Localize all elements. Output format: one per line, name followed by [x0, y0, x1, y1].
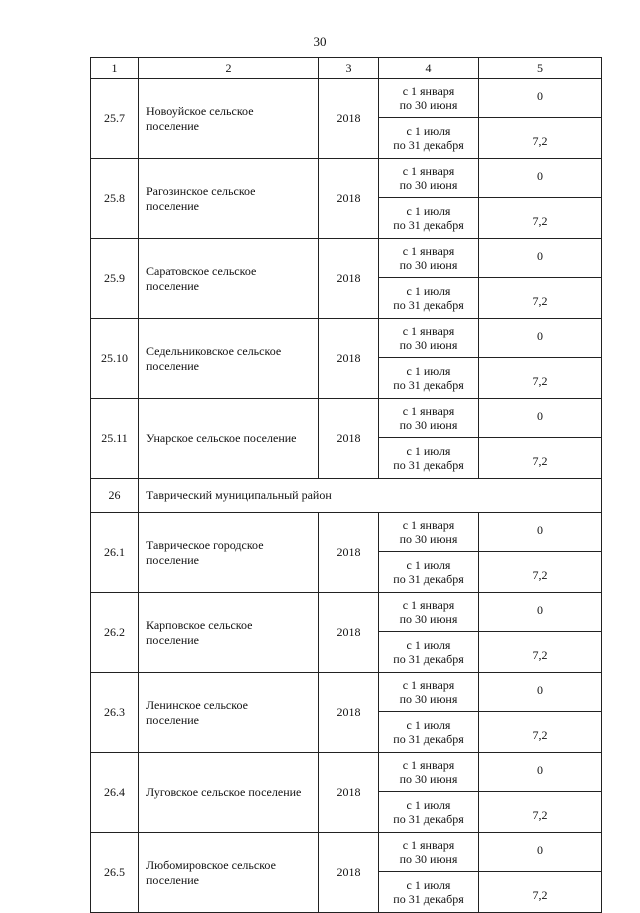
settlement-name-line: поселение: [146, 632, 200, 647]
row-number: 25.7: [91, 79, 139, 159]
period-line: по 30 июня: [399, 852, 458, 866]
year: 2018: [319, 79, 379, 159]
period-cell: [379, 239, 479, 278]
period-cell: [379, 159, 479, 198]
period-line: по 31 декабря: [393, 138, 464, 152]
row-number: 26.5: [91, 833, 139, 913]
period-line: по 30 июня: [399, 98, 458, 112]
year: 2018: [319, 319, 379, 399]
rate-first-half: 0: [479, 239, 602, 278]
period-line: с 1 января: [402, 244, 455, 258]
settlement-name-line: Таврическое городское: [146, 537, 264, 552]
period-cell: [379, 399, 479, 438]
period-line: с 1 июля: [406, 444, 451, 458]
period-line: по 30 июня: [399, 338, 458, 352]
rate-second-half: 7,2: [479, 792, 602, 833]
period-cell: [379, 278, 479, 319]
period-cell: [379, 792, 479, 833]
period-cell: [379, 79, 479, 118]
period-cell: [379, 673, 479, 712]
rate-second-half: 7,2: [479, 552, 602, 593]
period-line: с 1 июля: [406, 364, 451, 378]
settlement-name: [139, 79, 319, 159]
settlement-name-line: Любомировское сельское: [146, 857, 276, 872]
period-cell: [379, 319, 479, 358]
row-number: 25.11: [91, 399, 139, 479]
tax-rate-table: [90, 57, 602, 913]
table-row: [91, 319, 602, 358]
rate-first-half: 0: [479, 319, 602, 358]
row-number: 26.1: [91, 513, 139, 593]
rate-second-half: 7,2: [479, 118, 602, 159]
period-line: по 30 июня: [399, 692, 458, 706]
year: 2018: [319, 513, 379, 593]
period-line: с 1 июля: [406, 718, 451, 732]
period-line: с 1 января: [402, 598, 455, 612]
year: 2018: [319, 833, 379, 913]
period-line: с 1 января: [402, 164, 455, 178]
district-row: [91, 479, 602, 513]
rate-second-half: 7,2: [479, 438, 602, 479]
table-row: [91, 513, 602, 552]
header-cell-4: 4: [379, 58, 479, 79]
period-cell: [379, 712, 479, 753]
row-number: 25.8: [91, 159, 139, 239]
rate-second-half: 7,2: [479, 198, 602, 239]
year: 2018: [319, 673, 379, 753]
settlement-name: [139, 753, 319, 833]
period-line: по 30 июня: [399, 772, 458, 786]
period-line: с 1 января: [402, 758, 455, 772]
rate-first-half: 0: [479, 159, 602, 198]
period-line: по 31 декабря: [393, 298, 464, 312]
period-line: с 1 июля: [406, 558, 451, 572]
settlement-name-line: поселение: [146, 118, 200, 133]
table-row: [91, 159, 602, 198]
year: 2018: [319, 753, 379, 833]
period-line: с 1 января: [402, 324, 455, 338]
rate-second-half: 7,2: [479, 712, 602, 753]
period-line: по 30 июня: [399, 532, 458, 546]
settlement-name-line: поселение: [146, 552, 200, 567]
table-row: [91, 833, 602, 872]
settlement-name: [139, 399, 319, 479]
header-cell-5: 5: [479, 58, 602, 79]
period-cell: [379, 358, 479, 399]
rate-second-half: 7,2: [479, 632, 602, 673]
rate-first-half: 0: [479, 79, 602, 118]
table-row: [91, 79, 602, 118]
period-line: с 1 июля: [406, 204, 451, 218]
period-line: с 1 января: [402, 838, 455, 852]
row-number: 26.4: [91, 753, 139, 833]
period-line: по 31 декабря: [393, 378, 464, 392]
rate-first-half: 0: [479, 833, 602, 872]
settlement-name-line: поселение: [146, 198, 200, 213]
period-cell: [379, 632, 479, 673]
settlement-name-line: Унарское сельское поселение: [146, 431, 297, 445]
rate-second-half: 7,2: [479, 278, 602, 319]
header-cell-1: 1: [91, 58, 139, 79]
district-number: 26: [91, 479, 139, 513]
period-line: по 31 декабря: [393, 812, 464, 826]
table-row: [91, 399, 602, 438]
period-cell: [379, 552, 479, 593]
settlement-name-line: Новоуйское сельское: [146, 103, 254, 118]
settlement-name-line: Карповское сельское: [146, 617, 253, 632]
row-number: 26.3: [91, 673, 139, 753]
rate-first-half: 0: [479, 593, 602, 632]
period-cell: [379, 872, 479, 913]
row-number: 25.10: [91, 319, 139, 399]
settlement-name-line: Рагозинское сельское: [146, 183, 256, 198]
district-name: Таврический муниципальный район: [139, 479, 602, 513]
rate-first-half: 0: [479, 753, 602, 792]
rate-first-half: 0: [479, 399, 602, 438]
settlement-name-line: поселение: [146, 872, 200, 887]
settlement-name: [139, 513, 319, 593]
table-row: [91, 593, 602, 632]
header-cell-3: 3: [319, 58, 379, 79]
period-line: с 1 января: [402, 518, 455, 532]
year: 2018: [319, 239, 379, 319]
settlement-name: [139, 833, 319, 913]
settlement-name: [139, 593, 319, 673]
page-number: 30: [313, 34, 327, 49]
period-line: по 31 декабря: [393, 218, 464, 232]
settlement-name-line: Луговское сельское поселение: [146, 785, 302, 799]
row-number: 26.2: [91, 593, 139, 673]
table-row: [91, 753, 602, 792]
settlement-name: [139, 239, 319, 319]
settlement-name: [139, 159, 319, 239]
period-cell: [379, 118, 479, 159]
period-line: с 1 июля: [406, 798, 451, 812]
year: 2018: [319, 159, 379, 239]
rate-first-half: 0: [479, 673, 602, 712]
period-line: по 30 июня: [399, 178, 458, 192]
settlement-name-line: Ленинское сельское: [146, 697, 248, 712]
settlement-name: [139, 673, 319, 753]
period-cell: [379, 438, 479, 479]
period-cell: [379, 198, 479, 239]
period-line: с 1 января: [402, 404, 455, 418]
period-line: с 1 января: [402, 678, 455, 692]
settlement-name-line: Саратовское сельское: [146, 263, 257, 278]
period-line: с 1 июля: [406, 638, 451, 652]
settlement-name-line: поселение: [146, 712, 200, 727]
table-row: [91, 239, 602, 278]
rate-first-half: 0: [479, 513, 602, 552]
period-line: с 1 июля: [406, 878, 451, 892]
rate-second-half: 7,2: [479, 872, 602, 913]
period-cell: [379, 593, 479, 632]
period-line: по 31 декабря: [393, 572, 464, 586]
period-line: по 31 декабря: [393, 892, 464, 906]
year: 2018: [319, 593, 379, 673]
period-line: по 30 июня: [399, 612, 458, 626]
period-cell: [379, 833, 479, 872]
settlement-name-line: Седельниковское сельское: [146, 343, 282, 358]
header-row: [91, 58, 602, 79]
period-line: с 1 января: [402, 84, 455, 98]
period-line: с 1 июля: [406, 284, 451, 298]
table-row: [91, 673, 602, 712]
period-line: по 31 декабря: [393, 652, 464, 666]
period-line: по 30 июня: [399, 258, 458, 272]
period-cell: [379, 753, 479, 792]
year: 2018: [319, 399, 379, 479]
row-number: 25.9: [91, 239, 139, 319]
settlement-name-line: поселение: [146, 278, 200, 293]
rate-second-half: 7,2: [479, 358, 602, 399]
period-line: по 31 декабря: [393, 458, 464, 472]
header-cell-2: 2: [139, 58, 319, 79]
period-line: с 1 июля: [406, 124, 451, 138]
settlement-name: [139, 319, 319, 399]
settlement-name-line: поселение: [146, 358, 200, 373]
period-cell: [379, 513, 479, 552]
period-line: по 30 июня: [399, 418, 458, 432]
period-line: по 31 декабря: [393, 732, 464, 746]
